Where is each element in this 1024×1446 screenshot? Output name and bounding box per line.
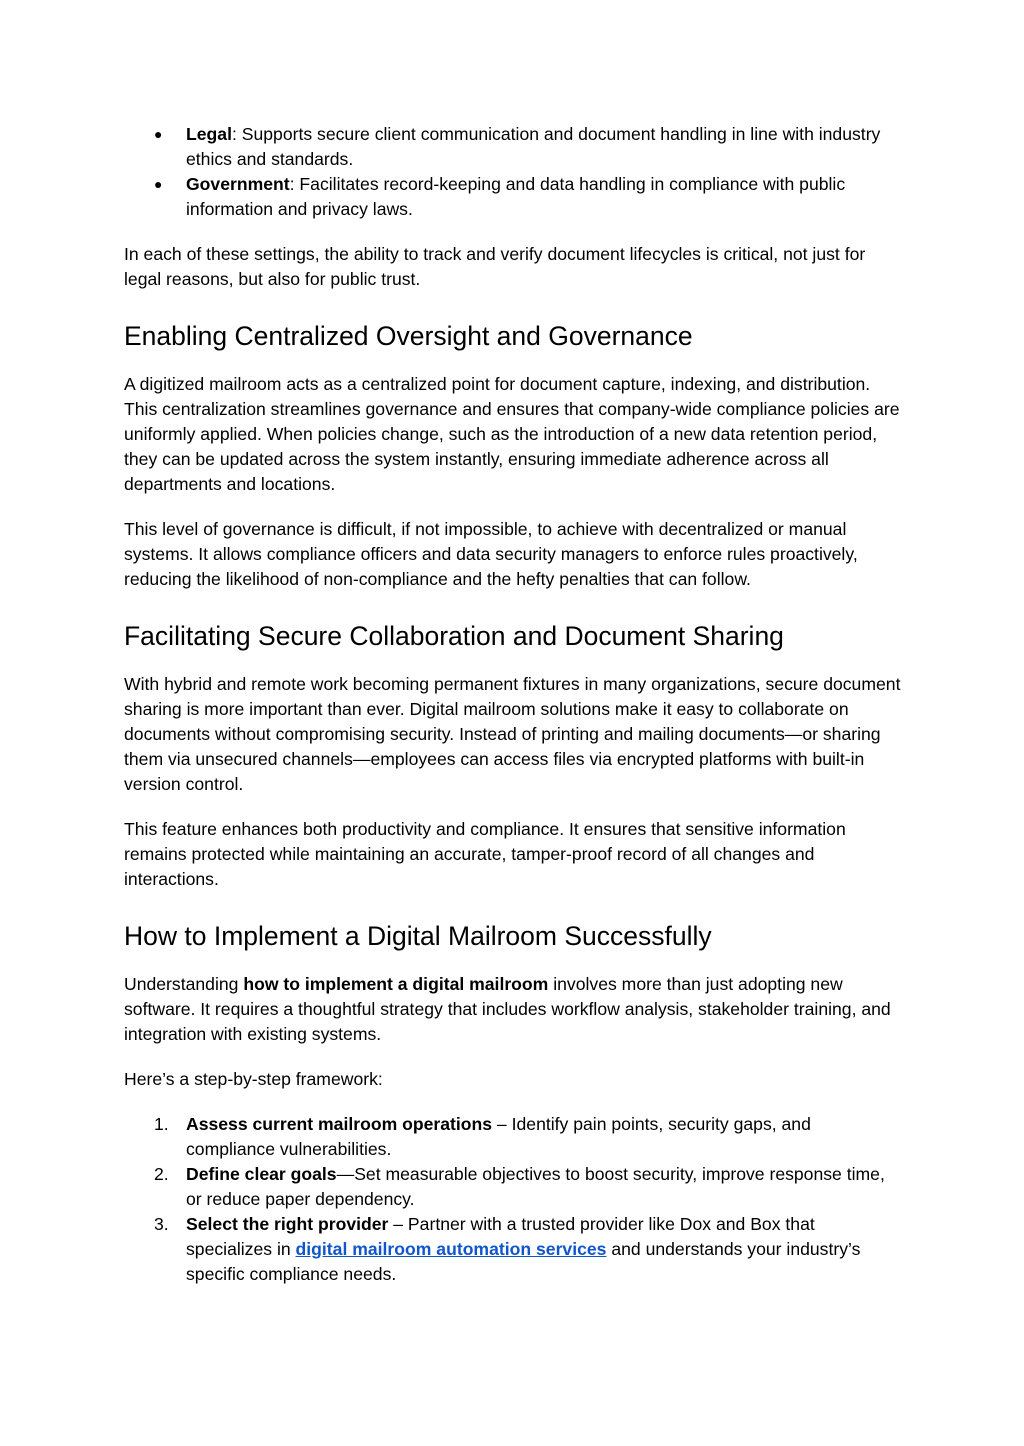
paragraph: A digitized mailroom acts as a centralized point for document capture, indexing, and distribution. This centralization streamlines governance and ensures that company-wide compliance policies are uniformly applied. When policies change, such as the introduction of a new data retention period, they can be updated across the system instantly, ensuring immediate adherence across all departments and locations. bbox=[124, 374, 900, 494]
list-number: 3. bbox=[154, 1214, 169, 1234]
intro-paragraph: In each of these settings, the ability to track and verify document lifecycles is critical, not just for legal reasons, but also for public trust. bbox=[124, 244, 866, 289]
list-item-text: – Identify pain points, security gaps, and compliance vulnerabilities. bbox=[186, 1114, 811, 1159]
list-item-term: Define clear goals bbox=[186, 1164, 337, 1184]
paragraph: Here’s a step-by-step framework: bbox=[124, 1069, 383, 1089]
list-item-text: – Partner with a trusted provider like Dox and Box that specializes in bbox=[186, 1214, 815, 1259]
list-number: 2. bbox=[154, 1164, 169, 1184]
digital-mailroom-automation-link[interactable]: digital mailroom automation services bbox=[295, 1239, 607, 1259]
section-heading-implement: How to Implement a Digital Mailroom Successfully bbox=[124, 921, 712, 951]
paragraph: This level of governance is difficult, if not impossible, to achieve with decentralized or manual systems. It allows compliance officers and data security managers to enforce rules proactively, reducing the likelihood of non-compliance and the hefty penalties that can follow. bbox=[124, 519, 858, 589]
paragraph-text: Understanding bbox=[124, 974, 244, 994]
list-item-text: and understands your industry’s specific compliance needs. bbox=[186, 1239, 861, 1284]
list-item bbox=[154, 122, 904, 172]
paragraph-bold-text: how to implement a digital mailroom bbox=[243, 974, 549, 994]
list-item bbox=[154, 1112, 904, 1162]
list-item-text: —Set measurable objectives to boost security, improve response time, or reduce paper dependency. bbox=[186, 1164, 885, 1209]
paragraph: This feature enhances both productivity and compliance. It ensures that sensitive information remains protected while maintaining an accurate, tamper-proof record of all changes and interactions. bbox=[124, 819, 846, 889]
list-number: 1. bbox=[154, 1114, 169, 1134]
bullet-icon: ● bbox=[154, 126, 163, 142]
list-item-text: : Supports secure client communication and document handling in line with industry ethics and standards. bbox=[186, 124, 881, 169]
list-item bbox=[154, 1162, 904, 1212]
list-item-term: Assess current mailroom operations bbox=[186, 1114, 493, 1134]
list-item-text: : Facilitates record-keeping and data handling in compliance with public information and privacy laws. bbox=[186, 174, 846, 219]
list-item-term: Legal bbox=[186, 124, 232, 144]
numbered-list bbox=[124, 1112, 904, 1287]
paragraph: With hybrid and remote work becoming permanent fixtures in many organizations, secure document sharing is more important than ever. Digital mailroom solutions make it easy to collaborate on documents without compromising security. Instead of printing and mailing documents—or sharing them via unsecured channels—employees can access files via encrypted platforms with built-in version control. bbox=[124, 674, 901, 794]
list-item bbox=[154, 1212, 904, 1287]
bullet-list bbox=[124, 122, 904, 222]
document-page bbox=[124, 122, 904, 1307]
section-heading-collaboration: Facilitating Secure Collaboration and Document Sharing bbox=[124, 621, 784, 651]
list-item-term: Government bbox=[186, 174, 290, 194]
list-item-term: Select the right provider bbox=[186, 1214, 389, 1234]
bullet-icon: ● bbox=[154, 176, 163, 192]
section-heading-oversight: Enabling Centralized Oversight and Governance bbox=[124, 321, 693, 351]
paragraph-text: involves more than just adopting new software. It requires a thoughtful strategy that includes workflow analysis, stakeholder training, and integration with existing systems. bbox=[124, 974, 891, 1044]
list-item bbox=[154, 172, 904, 222]
paragraph bbox=[124, 972, 904, 1047]
